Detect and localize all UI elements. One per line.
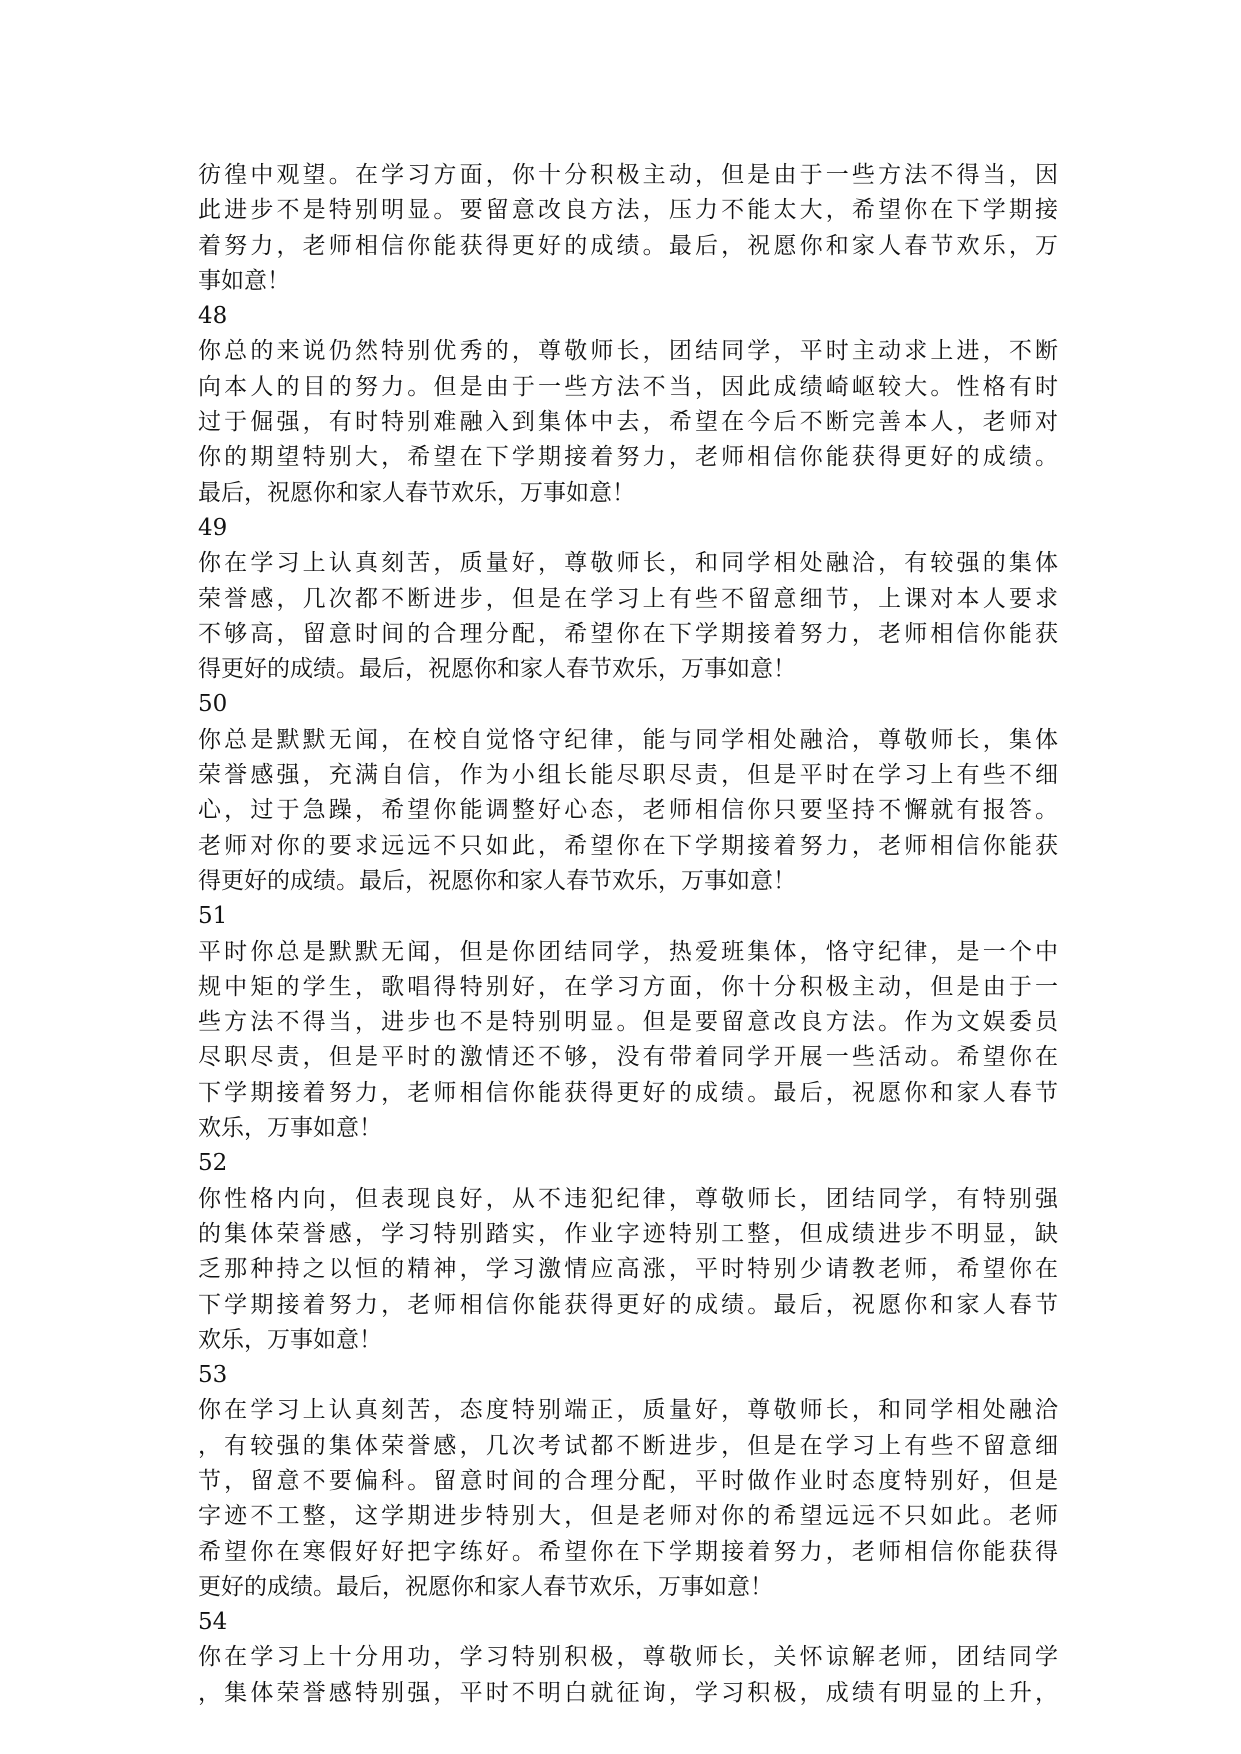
comment-entry-51 — [198, 899, 1058, 1146]
entry-number: 51 — [198, 903, 228, 930]
text-line: 得更好的成绩。最后，祝愿你和家人春节欢乐，万事如意！ — [198, 867, 796, 894]
text-line: 不够高，留意时间的合理分配，希望你在下学期接着努力，老师相信你能获 — [198, 620, 1058, 647]
text-line: 你在学习上十分用功，学习特别积极，尊敬师长，关怀谅解老师，团结同学 — [198, 1644, 1058, 1671]
continuation-paragraph — [198, 158, 1058, 299]
text-line: ，有较强的集体荣誉感，几次考试都不断进步，但是在学习上有些不留意细 — [198, 1432, 1058, 1459]
text-line: 过于倔强，有时特别难融入到集体中去，希望在今后不断完善本人，老师对 — [198, 409, 1058, 436]
text-line: 此进步不是特别明显。要留意改良方法，压力不能太大，希望你在下学期接 — [198, 197, 1058, 224]
text-line: 着努力，老师相信你能获得更好的成绩。最后，祝愿你和家人春节欢乐，万 — [198, 232, 1058, 259]
text-line: 的集体荣誉感，学习特别踏实，作业字迹特别工整，但成绩进步不明显，缺 — [198, 1220, 1058, 1247]
text-line: 荣誉感，几次都不断进步，但是在学习上有些不留意细节，上课对本人要求 — [198, 585, 1058, 612]
text-line: 些方法不得当，进步也不是特别明显。但是要留意改良方法。作为文娱委员 — [198, 1009, 1058, 1036]
text-line: 你总是默默无闻，在校自觉恪守纪律，能与同学相处融洽，尊敬师长，集体 — [198, 726, 1058, 753]
text-line: 你性格内向，但表现良好，从不违犯纪律，尊敬师长，团结同学，有特别强 — [198, 1185, 1058, 1212]
text-line: 向本人的目的努力。但是由于一些方法不当，因此成绩崎岖较大。性格有时 — [198, 373, 1058, 400]
text-line: 下学期接着努力，老师相信你能获得更好的成绩。最后，祝愿你和家人春节 — [198, 1079, 1058, 1106]
comment-entry-49 — [198, 511, 1058, 687]
text-line: 字迹不工整，这学期进步特别大，但是老师对你的希望远远不只如此。老师 — [198, 1503, 1058, 1530]
comment-entry-48 — [198, 299, 1058, 511]
text-line: 尽职尽责，但是平时的激情还不够，没有带着同学开展一些活动。希望你在 — [198, 1044, 1058, 1071]
text-line: 欢乐，万事如意！ — [198, 1326, 382, 1353]
text-line: 最后，祝愿你和家人春节欢乐，万事如意！ — [198, 479, 635, 506]
text-line: 你在学习上认真刻苦，态度特别端正，质量好，尊敬师长，和同学相处融洽 — [198, 1397, 1058, 1424]
document-page — [198, 158, 1058, 1711]
text-line: 心，过于急躁，希望你能调整好心态，老师相信你只要坚持不懈就有报答。 — [198, 797, 1058, 824]
text-line: 平时你总是默默无闻，但是你团结同学，热爱班集体，恪守纪律，是一个中 — [198, 938, 1058, 965]
text-line: 你的期望特别大，希望在下学期接着努力，老师相信你能获得更好的成绩。 — [198, 444, 1058, 471]
comment-entry-54 — [198, 1605, 1058, 1711]
comment-entry-52 — [198, 1146, 1058, 1358]
text-line: 更好的成绩。最后，祝愿你和家人春节欢乐，万事如意！ — [198, 1573, 773, 1600]
text-line: 乏那种持之以恒的精神，学习激情应高涨，平时特别少请教老师，希望你在 — [198, 1256, 1058, 1283]
text-line: 欢乐，万事如意！ — [198, 1115, 382, 1142]
text-line: 你总的来说仍然特别优秀的，尊敬师长，团结同学，平时主动求上进，不断 — [198, 338, 1058, 365]
entry-number: 49 — [198, 514, 228, 541]
text-line: ，集体荣誉感特别强，平时不明白就征询，学习积极，成绩有明显的上升， — [198, 1679, 1058, 1706]
entry-number: 50 — [198, 691, 228, 718]
comment-entry-50 — [198, 687, 1058, 899]
text-line: 你在学习上认真刻苦，质量好，尊敬师长，和同学相处融洽，有较强的集体 — [198, 550, 1058, 577]
text-line: 下学期接着努力，老师相信你能获得更好的成绩。最后，祝愿你和家人春节 — [198, 1291, 1058, 1318]
text-line: 规中矩的学生，歌唱得特别好，在学习方面，你十分积极主动，但是由于一 — [198, 973, 1058, 1000]
text-line: 节，留意不要偏科。留意时间的合理分配，平时做作业时态度特别好，但是 — [198, 1467, 1058, 1494]
entry-number: 54 — [198, 1609, 228, 1636]
text-line: 得更好的成绩。最后，祝愿你和家人春节欢乐，万事如意！ — [198, 656, 796, 683]
entry-number: 53 — [198, 1362, 228, 1389]
text-line: 希望你在寒假好好把字练好。希望你在下学期接着努力，老师相信你能获得 — [198, 1538, 1058, 1565]
text-line: 事如意！ — [198, 267, 290, 294]
entry-number: 52 — [198, 1150, 228, 1177]
comment-entry-53 — [198, 1358, 1058, 1605]
entry-number: 48 — [198, 303, 228, 330]
text-line: 老师对你的要求远远不只如此，希望你在下学期接着努力，老师相信你能获 — [198, 832, 1058, 859]
text-line: 彷徨中观望。在学习方面，你十分积极主动，但是由于一些方法不得当，因 — [198, 162, 1058, 188]
text-line: 荣誉感强，充满自信，作为小组长能尽职尽责，但是平时在学习上有些不细 — [198, 762, 1058, 789]
